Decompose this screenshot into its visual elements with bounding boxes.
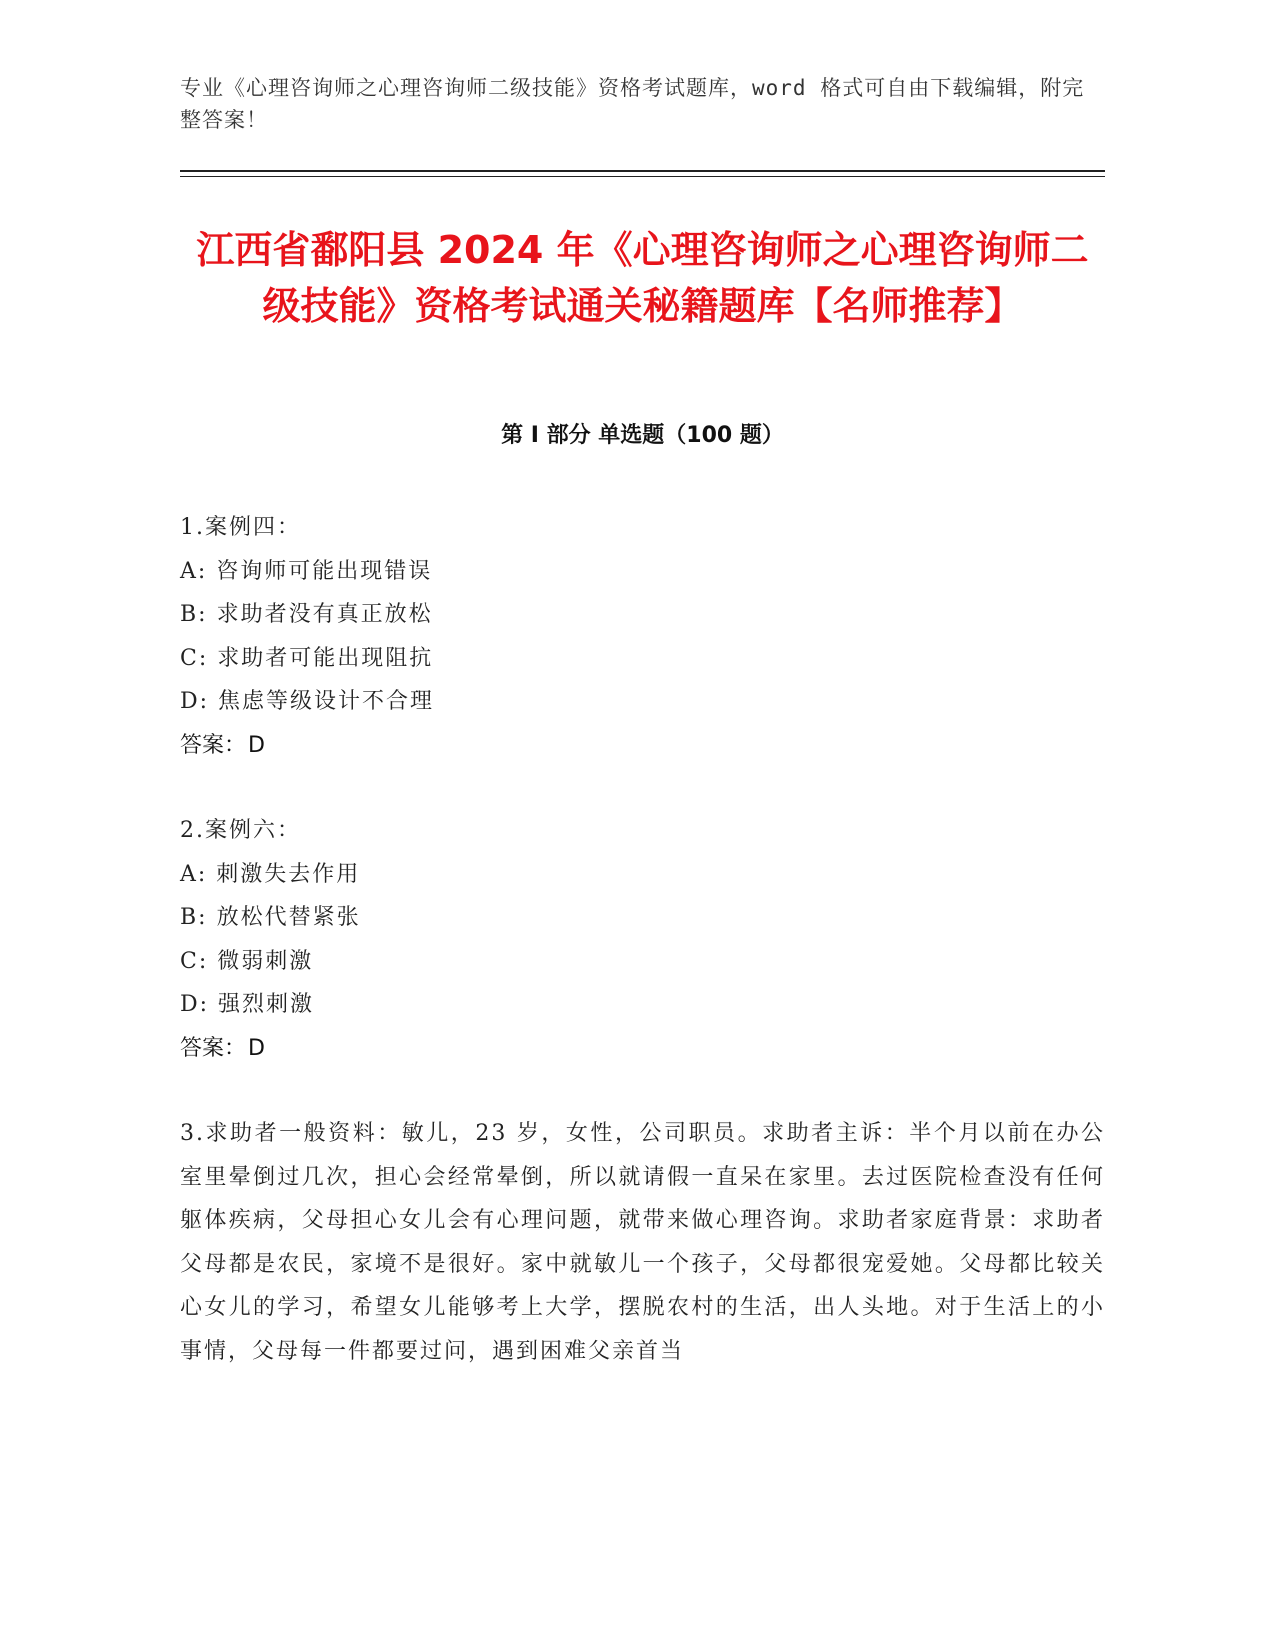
document-title: 江西省鄱阳县 2024 年《心理咨询师之心理咨询师二级技能》资格考试通关秘籍题库【名师推荐】 bbox=[196, 228, 1089, 328]
option-b: B: 求助者没有真正放松 bbox=[180, 602, 433, 627]
header-divider-thick bbox=[180, 170, 1105, 172]
option-a: A: 咨询师可能出现错误 bbox=[180, 558, 433, 584]
question-stem: 1.案例四： bbox=[180, 515, 301, 540]
option-d: D: 焦虑等级设计不合理 bbox=[180, 689, 435, 714]
answer bbox=[180, 1027, 1105, 1071]
option-c: C: 求助者可能出现阻抗 bbox=[180, 645, 434, 671]
question-3 bbox=[180, 1112, 1105, 1373]
option-b: B: 放松代替紧张 bbox=[180, 905, 361, 930]
answer-value: D bbox=[248, 1035, 265, 1061]
answer-label: 答案： bbox=[180, 1035, 247, 1061]
option-c: C: 微弱刺激 bbox=[180, 948, 314, 974]
question-stem: 2.案例六： bbox=[180, 818, 301, 843]
document-page bbox=[180, 72, 1105, 136]
answer-value: D bbox=[248, 732, 265, 758]
option-d: D: 强烈刺激 bbox=[180, 992, 315, 1017]
section-heading: 第 I 部分 单选题（100 题） bbox=[501, 423, 784, 448]
question-1 bbox=[180, 506, 1105, 767]
answer bbox=[180, 724, 1105, 768]
question-list bbox=[180, 506, 1105, 1415]
header-note: 专业《心理咨询师之心理咨询师二级技能》资格考试题库，word 格式可自由下载编辑，附完整答案！ bbox=[180, 76, 1085, 132]
question-stem: 3.求助者一般资料：敏儿，23 岁，女性，公司职员。求助者主诉：半个月以前在办公室里晕倒过几次，担心会经常晕倒，所以就请假一直呆在家里。去过医院检查没有任何躯体疾病，父母担心女儿会有心理问题，就带来做心理咨询。求助者家庭背景：求助者父母都是农民，家境不是很好。家中就敏儿一个孩子，父母都很宠爱她。父母都比较关心女儿的学习，希望女儿能够考上大学，摆脱农村的生活，出人头地。对于生活上的小事情，父母每一件都要过问，遇到困难父亲首当 bbox=[180, 1121, 1105, 1364]
question-2 bbox=[180, 809, 1105, 1070]
option-a: A: 刺激失去作用 bbox=[180, 861, 361, 887]
answer-label: 答案： bbox=[180, 732, 247, 758]
header-divider-thin bbox=[180, 176, 1105, 177]
